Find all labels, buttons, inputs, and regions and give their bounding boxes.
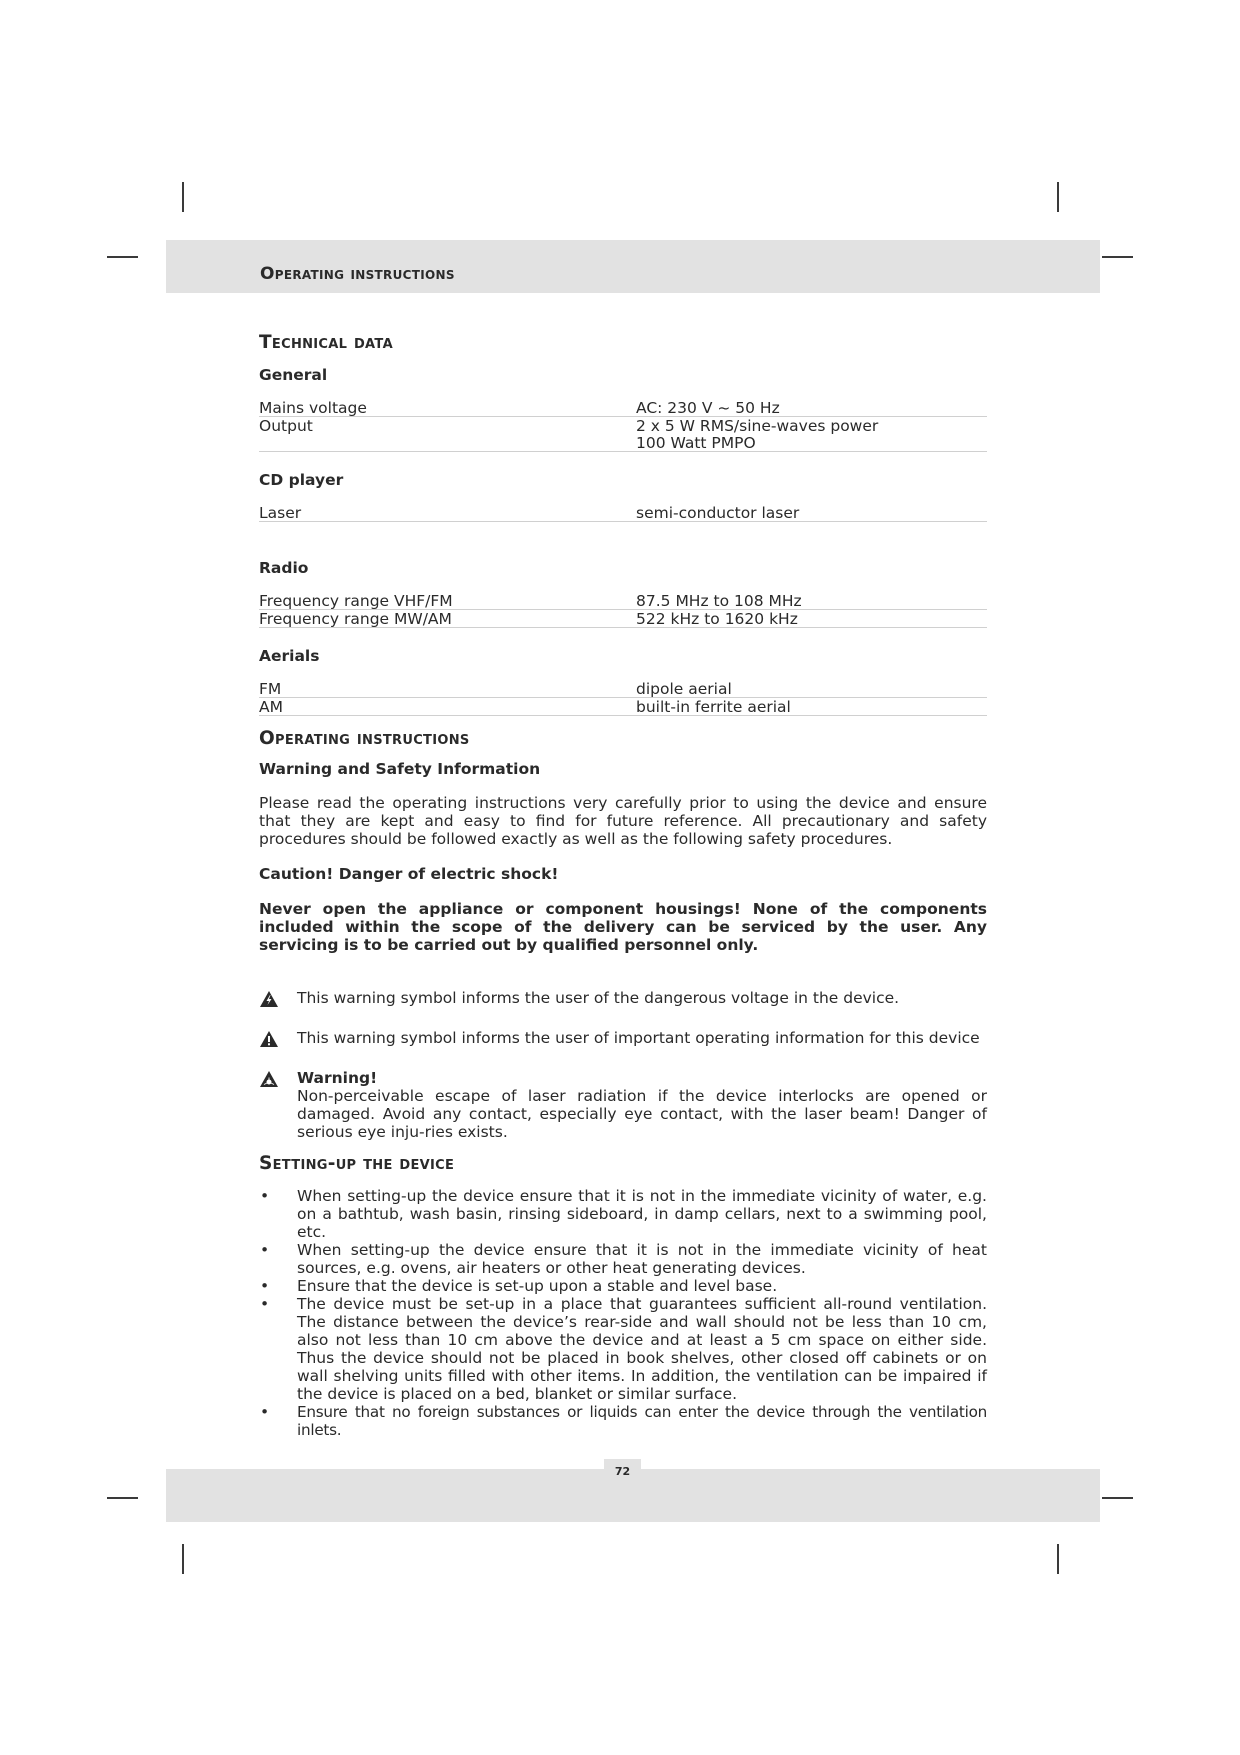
crop-mark [1102,1497,1133,1499]
table-row [259,592,987,610]
warning-laser-text: Non-perceivable escape of laser radiation if the device interlocks are opened or damaged. Avoid any contact, especially eye contact, with the laser beam! Danger of serious eye inju-ries exists. [297,1087,987,1141]
row-key: Frequency range MW/AM [259,610,452,628]
intro-paragraph: Please read the operating instructions very carefully prior to using the device and ensure that they are kept and easy to find for future reference. All precautionary and safety procedures should be followed exactly as well as the following safety procedures. [259,794,987,848]
row-value: 87.5 MHz to 108 MHz [636,592,802,610]
row-value: 100 Watt PMPO [636,434,756,452]
table-row [259,680,987,698]
header-band [166,240,1100,293]
table-row [259,434,987,452]
general-heading: General [259,366,328,384]
table-row [259,610,987,628]
crop-mark [1057,182,1059,212]
list-item-text: When setting-up the device ensure that it is not in the immediate vicinity of water, e.g. on a bathtub, wash basin, rinsing sideboard, in damp cellars, next to a swimming pool, etc. [297,1187,987,1241]
bullet: • [260,1403,270,1421]
row-key: Mains voltage [259,399,367,417]
table-row [259,504,987,522]
crop-mark [182,1544,184,1574]
warning-voltage [259,989,987,1012]
row-value: dipole aerial [636,680,732,698]
list-item [259,1241,987,1277]
page-number: 72 [604,1459,641,1483]
caution-text: Caution! Danger of electric shock! [259,865,559,883]
list-item-text: When setting-up the device ensure that it is not in the immediate vicinity of heat sources, e.g. ovens, air heaters or other heat generating devices. [297,1241,987,1277]
row-key: FM [259,680,282,698]
row-key: Frequency range VHF/FM [259,592,453,610]
general-table [259,399,987,452]
bullet: • [260,1187,270,1205]
crop-mark [107,1497,138,1499]
row-value: 2 x 5 W RMS/sine-waves power [636,417,879,435]
row-key: AM [259,698,283,716]
row-value: semi-conductor laser [636,504,800,522]
bullet: • [260,1295,270,1313]
row-value: built-in ferrite aerial [636,698,791,716]
crop-mark [1102,256,1133,258]
warning-voltage-icon [259,989,297,1012]
crop-mark [107,256,138,258]
cd-player-heading: CD player [259,471,344,489]
warning-laser [259,1069,987,1141]
radio-heading: Radio [259,559,309,577]
cd-player-table [259,504,987,522]
row-key [259,434,636,451]
list-item [259,1295,987,1403]
warning-info [259,1029,987,1052]
page-content [259,330,987,1439]
warning-info-text: This warning symbol informs the user of important operating information for this device [297,1029,980,1047]
radio-table [259,592,987,628]
laser-warning-icon [259,1069,297,1092]
table-row [259,399,987,417]
crop-mark [1057,1544,1059,1574]
warning-safety-heading: Warning and Safety Information [259,760,541,778]
list-item [259,1403,987,1439]
crop-mark [182,182,184,212]
table-row [259,417,987,434]
list-item-text: The device must be set-up in a place that guarantees sufficient all-round ventilation. The distance between the device’s rear-side and wall should not be less than 10 cm, also not less than 10 cm above the device and at least a 5 cm space on either side. Thus the device should not be placed in book shelves, other closed off cabinets or on wall shelving units filled with other items. In addition, the ventilation can be impaired if the device is placed on a bed, blanket or similar surface. [297,1295,987,1403]
row-value: AC: 230 V ~ 50 Hz [636,399,780,417]
list-item [259,1187,987,1241]
row-value: 522 kHz to 1620 kHz [636,610,798,628]
row-key: Laser [259,504,302,522]
list-item-text: Ensure that the device is set-up upon a stable and level base. [297,1277,778,1295]
warning-laser-title: Warning! [297,1069,378,1087]
row-key: Output [259,417,313,435]
list-item [259,1277,987,1295]
never-open-text: Never open the appliance or component housings! None of the components included within the scope of the delivery can be serviced by the user. Any servicing is to be carried out by qualified personnel only. [259,900,987,954]
bullet: • [260,1277,270,1295]
header-title: Operating instructions [260,264,455,284]
technical-data-title: Technical data [259,332,393,353]
warning-voltage-text: This warning symbol informs the user of the dangerous voltage in the device. [297,989,900,1007]
aerials-heading: Aerials [259,647,320,665]
setup-list [259,1187,987,1439]
aerials-table [259,680,987,716]
exclamation-triangle-icon [259,1029,297,1052]
setup-title: Setting-up the device [259,1153,455,1174]
operating-title: Operating instructions [259,728,470,749]
list-item-text: Ensure that no foreign substances or liquids can enter the device through the ventilation inlets. [297,1403,987,1439]
table-row [259,698,987,716]
bullet: • [260,1241,270,1259]
